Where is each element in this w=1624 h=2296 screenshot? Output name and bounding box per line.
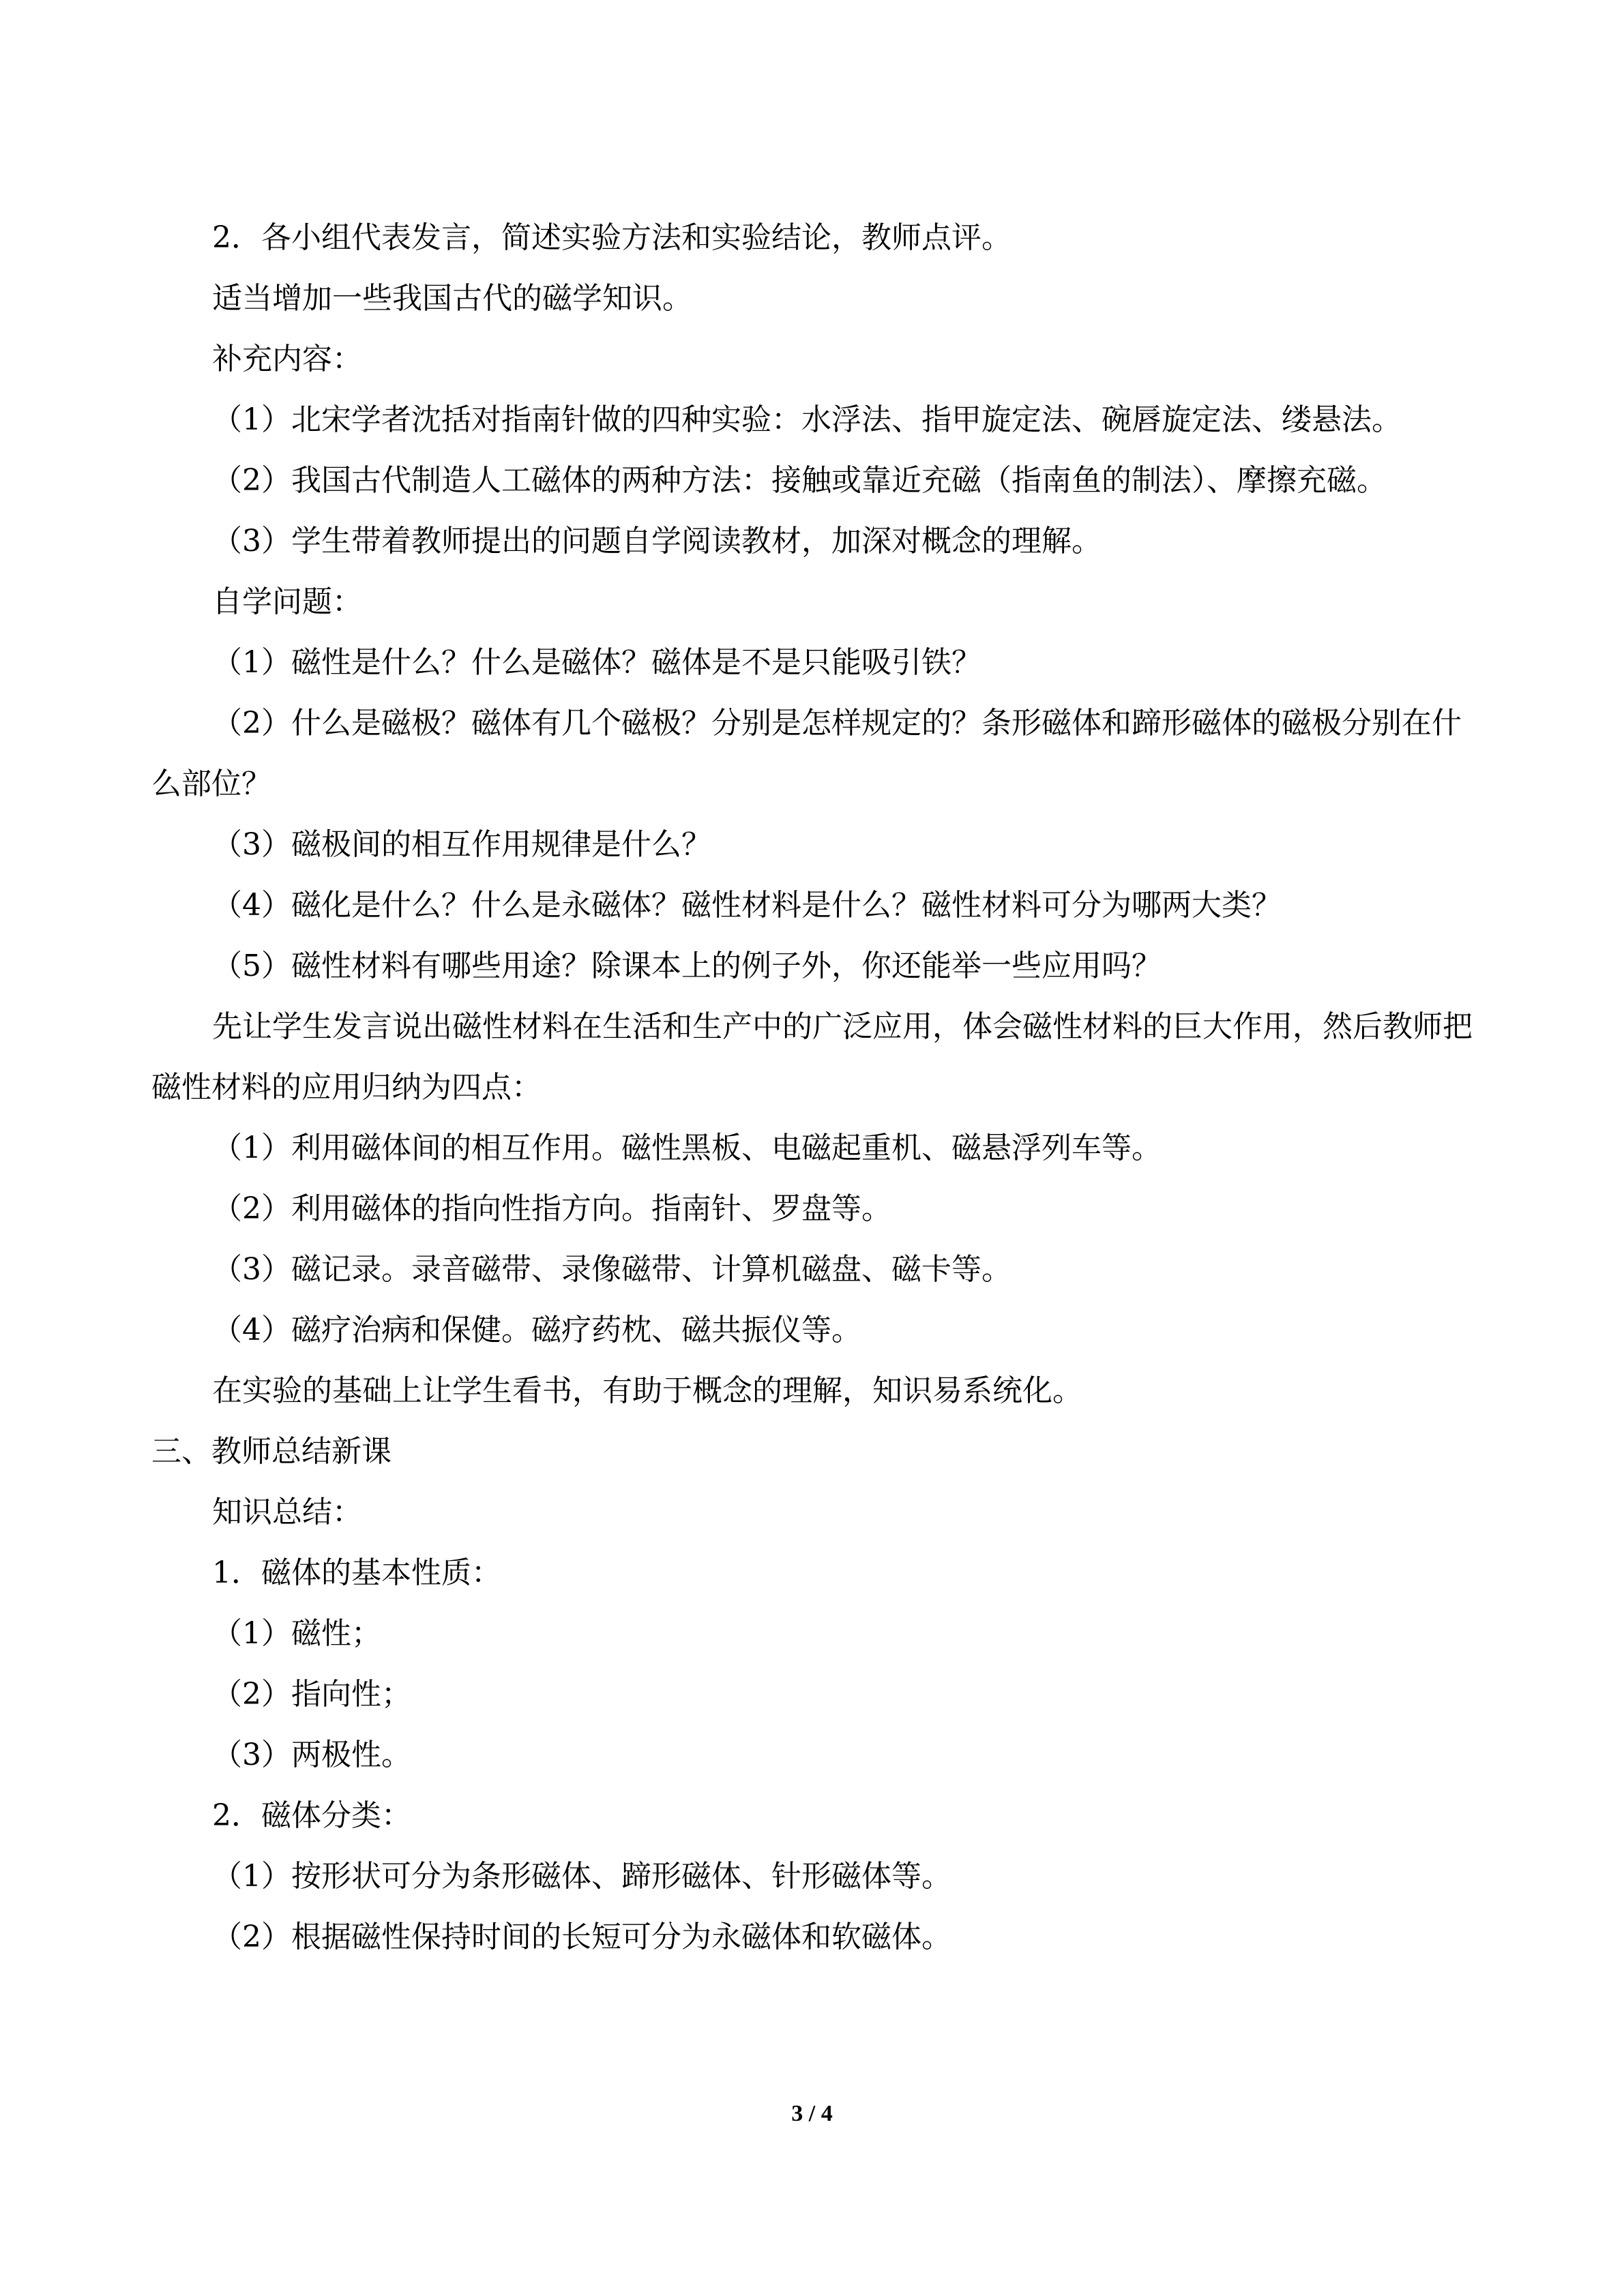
paragraph: （2）我国古代制造人工磁体的两种方法：接触或靠近充磁（指南鱼的制法）、摩擦充磁。 bbox=[212, 463, 1387, 498]
paragraph: （1）磁性； bbox=[212, 1616, 381, 1651]
paragraph: （1）磁性是什么？什么是磁体？磁体是不是只能吸引铁？ bbox=[212, 645, 981, 680]
paragraph: 知识总结： bbox=[212, 1495, 362, 1530]
paragraph: 2．各小组代表发言，简述实验方法和实验结论，教师点评。 bbox=[212, 220, 1012, 255]
paragraph: （1）北宋学者沈括对指南针做的四种实验：水浮法、指甲旋定法、碗唇旋定法、缕悬法。 bbox=[212, 402, 1402, 437]
paragraph: 先让学生发言说出磁性材料在生活和生产中的广泛应用，体会磁性材料的巨大作用，然后教师把磁性材料的应用归纳为四点： bbox=[151, 1009, 1473, 1105]
paragraph: 在实验的基础上让学生看书，有助于概念的理解，知识易系统化。 bbox=[212, 1373, 1082, 1408]
paragraph: （1）按形状可分为条形磁体、蹄形磁体、针形磁体等。 bbox=[212, 1859, 951, 1894]
paragraph: （2）什么是磁极？磁体有几个磁极？分别是怎样规定的？条形磁体和蹄形磁体的磁极分别在什么部位？ bbox=[151, 706, 1462, 801]
paragraph: （3）两极性。 bbox=[212, 1738, 411, 1772]
paragraph: （4）磁化是什么？什么是永磁体？磁性材料是什么？磁性材料可分为哪两大类？ bbox=[212, 888, 1282, 923]
paragraph: （4）磁疗治病和保健。磁疗药枕、磁共振仪等。 bbox=[212, 1313, 861, 1347]
paragraph: （2）根据磁性保持时间的长短可分为永磁体和软磁体。 bbox=[212, 1920, 951, 1954]
paragraph: 自学问题： bbox=[212, 584, 362, 619]
paragraph: （2）指向性； bbox=[212, 1677, 411, 1712]
paragraph: （1）利用磁体间的相互作用。磁性黑板、电磁起重机、磁悬浮列车等。 bbox=[212, 1131, 1162, 1165]
page-number: 3 / 4 bbox=[791, 2101, 833, 2126]
paragraph: 2．磁体分类： bbox=[212, 1798, 411, 1833]
paragraph: （3）学生带着教师提出的问题自学阅读教材，加深对概念的理解。 bbox=[212, 524, 1102, 558]
paragraph: （5）磁性材料有哪些用途？除课本上的例子外，你还能举一些应用吗？ bbox=[212, 949, 1162, 983]
paragraph: 1．磁体的基本性质： bbox=[212, 1555, 501, 1590]
paragraph: （3）磁极间的相互作用规律是什么？ bbox=[212, 827, 711, 862]
paragraph: 适当增加一些我国古代的磁学知识。 bbox=[212, 281, 692, 316]
document-body bbox=[151, 207, 1475, 1967]
paragraph: 补充内容： bbox=[212, 342, 362, 376]
paragraph: （2）利用磁体的指向性指方向。指南针、罗盘等。 bbox=[212, 1191, 891, 1226]
section-heading: 三、教师总结新课 bbox=[151, 1434, 392, 1469]
paragraph: （3）磁记录。录音磁带、录像磁带、计算机磁盘、磁卡等。 bbox=[212, 1252, 1012, 1287]
